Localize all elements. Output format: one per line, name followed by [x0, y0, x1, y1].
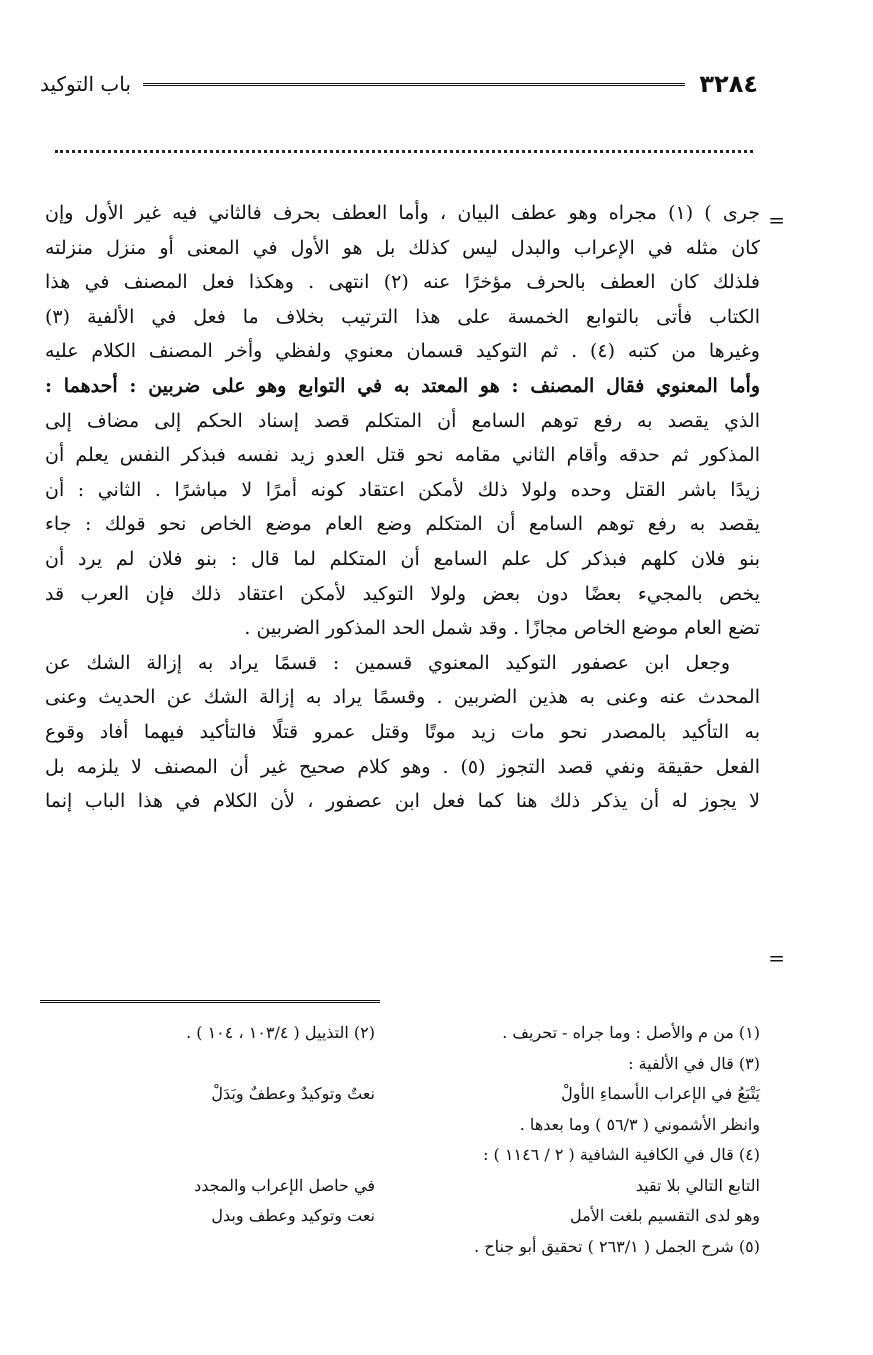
- body-line: كان مثله في الإعراب والبدل ليس كذلك بل هو الأول في المعنى أو منزل منزلته: [45, 236, 760, 259]
- body-line: بنو فلان كلهم فبذكر كل علم السامع أن المتكلم لما قال : بنو فلان لم يرد أن: [45, 547, 760, 570]
- footnote-4-verse1-second-half: في حاصل الإعراب والمجدد: [194, 1175, 375, 1195]
- body-line: المحدث عنه وعنى به هذين الضربين . وقسمًا يراد به إزالة الشك عن الحديث وعنى: [45, 686, 760, 709]
- page-header: [40, 68, 758, 100]
- body-line: جرى ) (١) مجراه وهو عطف البيان ، وأما العطف بحرف فالثاني فيه غير الأول وإن: [45, 202, 760, 224]
- body-line: به التأكيد بالمصدر نحو مات زيد موتًا وقتل عمرو قتلًا فالتأكيد فيهما أفاد وقوع: [45, 720, 760, 743]
- body-line: فلذلك كان العطف بالحرف مؤخرًا عنه (٢) انتهى . وهكذا فعل المصنف في هذا: [45, 271, 760, 294]
- body-line: يخص بالمجيء بعضًا دون بعض ولولا التوكيد لأمكن اعتقاد ذلك فإن العرب قد: [45, 582, 760, 605]
- footnote-5: (٥) شرح الجمل ( ٢٦٣/١ ) تحقيق أبو جناح .: [474, 1236, 760, 1256]
- footnote-3-reference: وانظر الأشموني ( ٥٦/٣ ) وما بعدها .: [519, 1114, 760, 1134]
- footnote-2: (٢) التذييل ( ١٠٣/٤ ، ١٠٤ ) .: [186, 1023, 375, 1042]
- footnote-4-verse2-first-half: وهو لدى التقسيم بلغت الأمل: [570, 1206, 760, 1225]
- footnote-1: (١) من م والأصل : وما جراه - تحريف .: [502, 1023, 760, 1042]
- body-line: الذي يقصد به رفع توهم السامع أن المتكلم قصد إسناد الحكم إلى مضاف إلى: [45, 409, 760, 432]
- footnotes-section: [40, 1018, 760, 1262]
- footnote-row: [40, 1079, 760, 1110]
- continuation-mark-top: =: [768, 208, 785, 232]
- body-line: لا يجوز له أن يذكر ذلك هنا كما فعل ابن عصفور ، لأن الكلام في هذا الباب إنما: [45, 790, 760, 813]
- body-line: الكتاب فأتى بالتوابع الخمسة على هذا الترتيب بخلاف ما فعل في الألفية (٣): [45, 305, 760, 328]
- footnote-3-verse-first-half: يَتْبَعُ في الإعراب الأسماءِ الأولْ: [561, 1084, 760, 1103]
- footnote-row: [40, 1018, 760, 1049]
- footnote-3-title: (٣) قال في الألفية :: [628, 1053, 760, 1073]
- footnote-row: [40, 1201, 760, 1232]
- footnote-row: [40, 1140, 760, 1171]
- body-line: وغيرها من كتبه (٤) . ثم التوكيد قسمان معنوي ولفظي وأخر المصنف الكلام عليه: [45, 340, 760, 363]
- header-rule: [143, 83, 685, 86]
- main-body-text: [45, 196, 760, 819]
- footnote-row: [40, 1110, 760, 1141]
- page-number: ٣٢٨٤: [699, 70, 758, 98]
- footnote-4-verse2-second-half: نعت وتوكيد وعطف وبدل: [211, 1206, 375, 1225]
- footnote-separator: [40, 1000, 380, 1003]
- body-line: زيدًا باشر القتل وحده ولولا ذلك لأمكن اعتقاد كونه أمرًا لا مباشرًا . الثاني : أن: [45, 478, 760, 501]
- footnote-row: [40, 1171, 760, 1202]
- body-line: يقصد به رفع توهم السامع أن المتكلم وضع العام موضع الخاص نحو قولك : جاء: [45, 513, 760, 536]
- body-line: وأما المعنوي فقال المصنف : هو المعتد به في التوابع وهو على ضربين : أحدهما :: [45, 374, 760, 397]
- body-line: الفعل حقيقة ونفي قصد التجوز (٥) . وهو كلام صحيح غير أن المصنف لا يلزمه بل: [45, 755, 761, 778]
- body-line: تضع العام موضع الخاص مجازًا . وقد شمل الحد المذكور الضربين .: [244, 617, 760, 640]
- footnote-row: [40, 1232, 760, 1263]
- footnote-4-title: (٤) قال في الكافية الشافية ( ٢ / ١١٤٦ ) :: [483, 1145, 760, 1164]
- body-line: المذكور ثم حدقه وأقام الثاني مقامه نحو قتل العدو زيد نفسه فبذكر النفس يعلم أن: [45, 444, 760, 467]
- footnote-row: [40, 1049, 760, 1080]
- footnote-4-verse1-first-half: التابع التالي بلا تقيد: [635, 1175, 760, 1195]
- body-line: وجعل ابن عصفور التوكيد المعنوي قسمين : قسمًا يراد به إزالة الشك عن: [45, 651, 730, 674]
- chapter-title: باب التوكيد: [40, 72, 131, 96]
- dotted-separator: [55, 150, 753, 153]
- continuation-mark-bottom: =: [768, 946, 785, 970]
- footnote-3-verse-second-half: نعتٌ وتوكيدٌ وعطفٌ وبَدَلْ: [211, 1084, 375, 1103]
